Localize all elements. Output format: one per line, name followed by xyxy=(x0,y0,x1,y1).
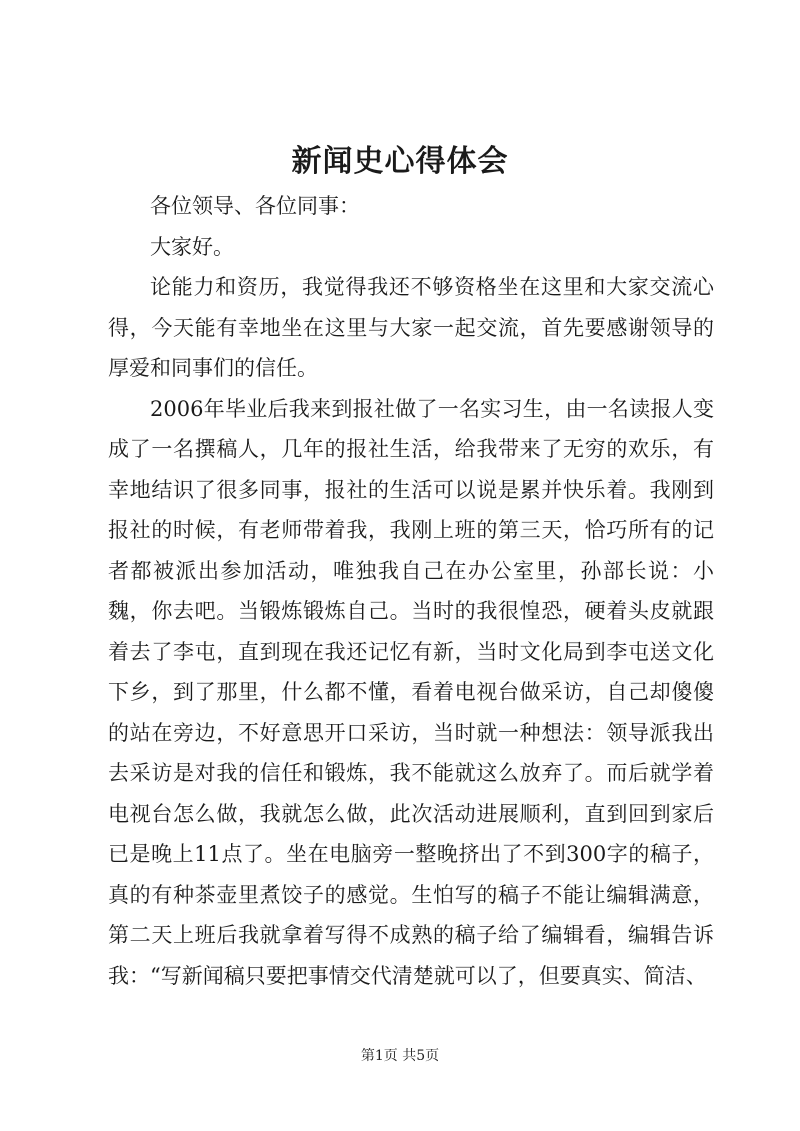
document-body xyxy=(108,186,714,996)
paragraph-greeting: 大家好。 xyxy=(150,234,234,259)
paragraph-intro: 论能力和资历，我觉得我还不够资格坐在这里和大家交流心得，今天能有幸地坐在这里与大家一起交流，首先要感谢领导的厚爱和同事们的信任。 xyxy=(108,275,714,380)
page-title: 新闻史心得体会 xyxy=(291,144,509,179)
paragraph-story: 2006年毕业后我来到报社做了一名实习生，由一名读报人变成了一名撰稿人，几年的报社生活，给我带来了无穷的欢乐，有幸地结识了很多同事，报社的生活可以说是累并快乐着。我刚到报社的时候，有老师带着我，我刚上班的第三天，恰巧所有的记者都被派出参加活动，唯独我自己在办公室里，孙部长说：小魏，你去吧。当锻炼锻炼自己。当时的我很惶恐，硬着头皮就跟着去了李屯，直到现在我还记忆有新，当时文化局到李屯送文化下乡，到了那里，什么都不懂，看着电视台做采访，自己却傻傻的站在旁边，不好意思开口采访，当时就一种想法：领导派我出去采访是对我的信任和锻炼，我不能就这么放弃了。而后就学着电视台怎么做，我就怎么做，此次活动进展顺利，直到回到家后已是晚上11点了。坐在电脑旁一整晚挤出了不到300字的稿子，真的有种茶壶里煮饺子的感觉。生怕写的稿子不能让编辑满意，第二天上班后我就拿着写得不成熟的稿子给了编辑看，编辑告诉我：“写新闻稿只要把事情交代清楚就可以了，但要真实、简洁、 xyxy=(108,396,714,988)
page-footer: 第1页 共5页 xyxy=(360,1048,440,1064)
paragraph-salutation: 各位领导、各位同事： xyxy=(150,194,360,218)
